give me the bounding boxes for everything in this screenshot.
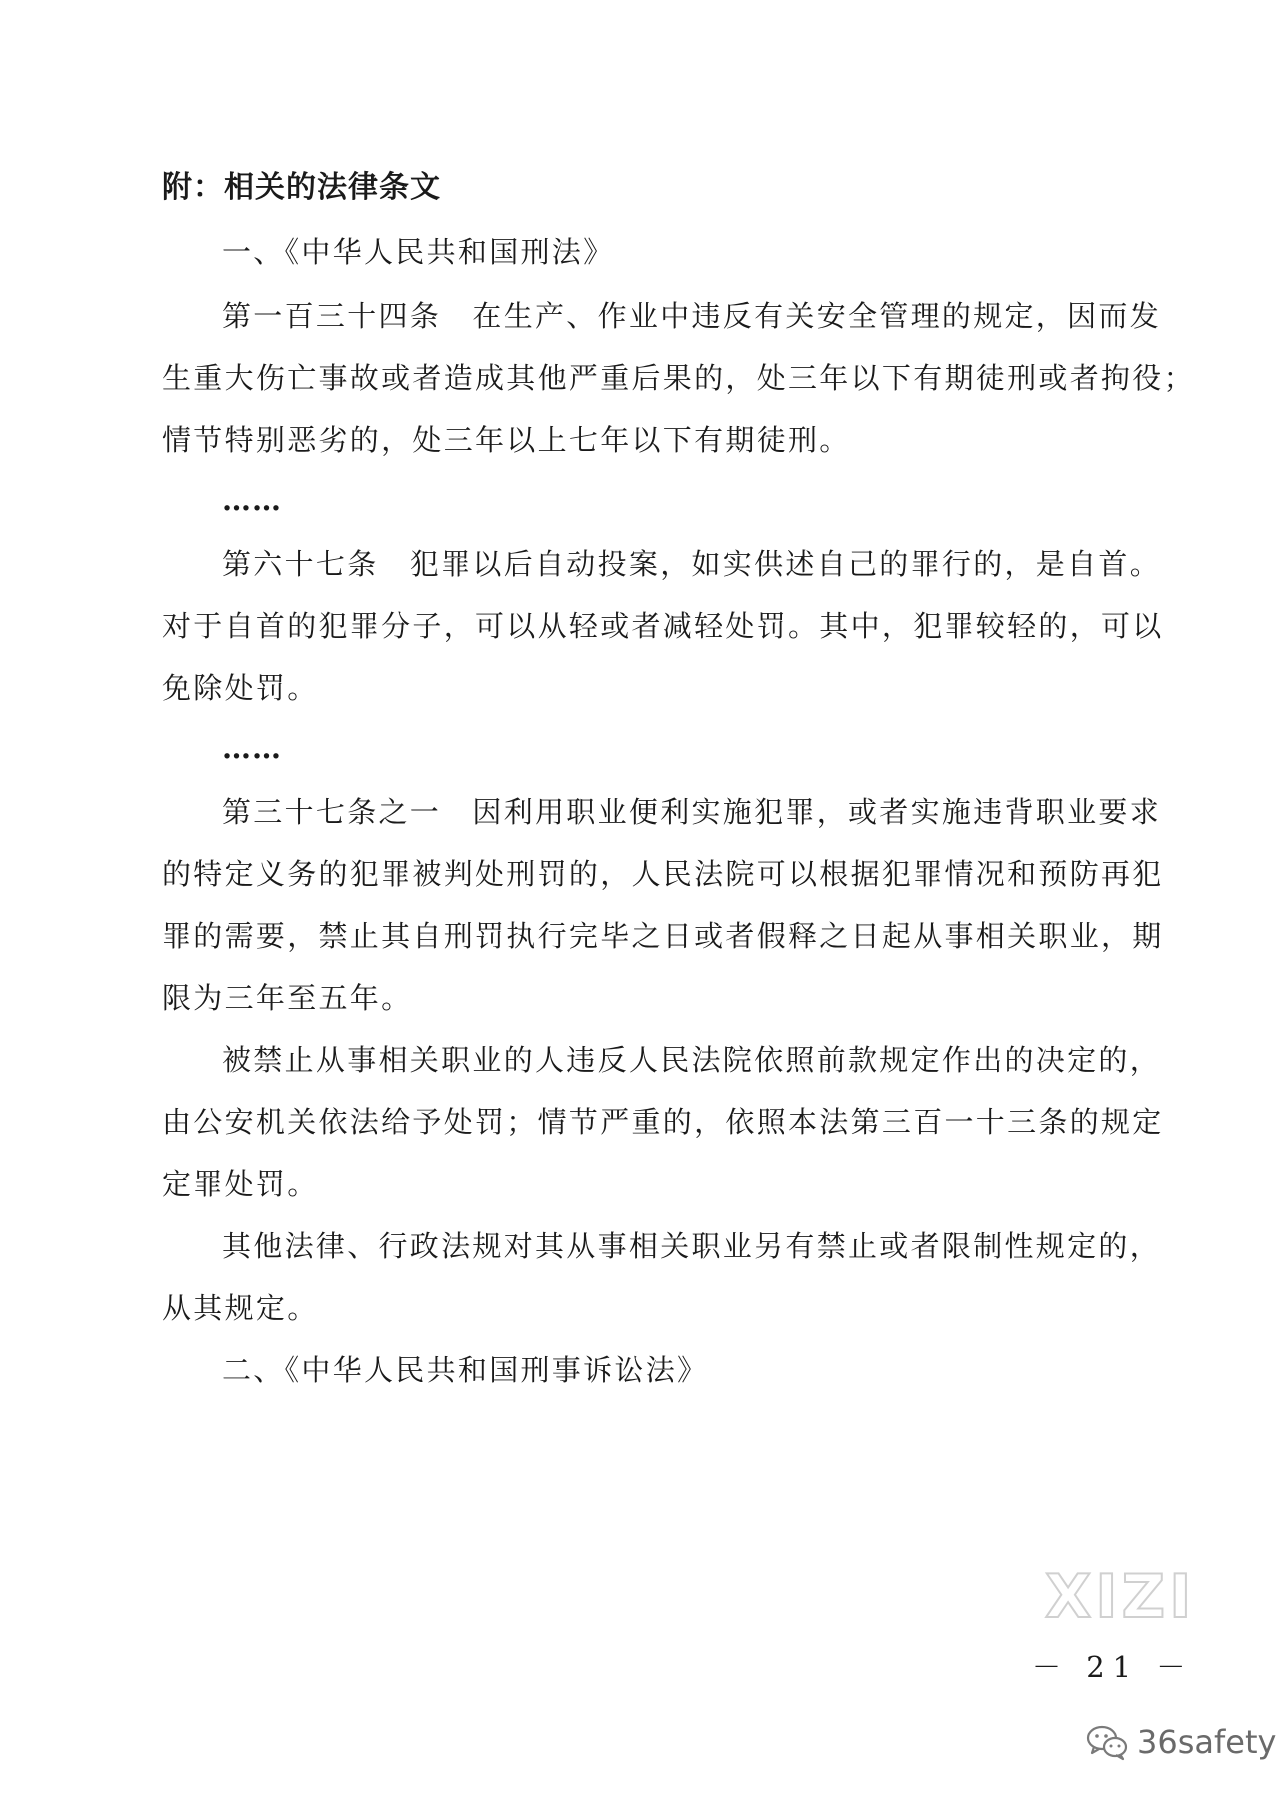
article-134-line-2: 生重大伤亡事故或者造成其他严重后果的，处三年以下有期徒刑或者拘役； [162,361,1195,395]
section-title-criminal-law: 一、《中华人民共和国刑法》 [222,235,615,269]
article-37-1-line-4: 限为三年至五年。 [162,981,413,1015]
article-67-line-2: 对于自首的犯罪分子，可以从轻或者减轻处罚。其中，犯罪较轻的，可以 [162,609,1164,643]
ellipsis: …… [222,483,282,517]
paragraph-2-line-3: 定罪处罚。 [162,1167,319,1201]
article-37-1-line-2: 的特定义务的犯罪被判处刑罚的，人民法院可以根据犯罪情况和预防再犯 [162,857,1164,891]
article-134-line-1: 第一百三十四条 在生产、作业中违反有关安全管理的规定，因而发 [222,299,1162,333]
page-number: － 21 － [1032,1650,1194,1684]
section-title-criminal-procedure-law: 二、《中华人民共和国刑事诉讼法》 [222,1353,709,1387]
ellipsis: …… [222,731,282,765]
article-37-1-line-3: 罪的需要，禁止其自刑罚执行完毕之日或者假释之日起从事相关职业，期 [162,919,1164,953]
article-134-line-3: 情节特别恶劣的，处三年以上七年以下有期徒刑。 [162,423,851,457]
watermark-source-label: 36safety [1137,1723,1277,1761]
paragraph-2-line-2: 由公安机关依法给予处罚；情节严重的，依照本法第三百一十三条的规定 [162,1105,1164,1139]
wechat-icon [1085,1722,1129,1762]
paragraph-2-line-1: 被禁止从事相关职业的人违反人民法院依照前款规定作出的决定的， [222,1043,1162,1077]
paragraph-3-line-2: 从其规定。 [162,1291,319,1325]
article-67-line-1: 第六十七条 犯罪以后自动投案，如实供述自己的罪行的，是自首。 [222,547,1162,581]
appendix-heading: 附：相关的法律条文 [162,170,441,205]
watermark-source [1085,1722,1276,1762]
article-67-line-3: 免除处罚。 [162,671,319,705]
article-37-1-line-1: 第三十七条之一 因利用职业便利实施犯罪，或者实施违背职业要求 [222,795,1162,829]
watermark-logo: XIZI [1045,1562,1196,1632]
paragraph-3-line-1: 其他法律、行政法规对其从事相关职业另有禁止或者限制性规定的， [222,1229,1162,1263]
